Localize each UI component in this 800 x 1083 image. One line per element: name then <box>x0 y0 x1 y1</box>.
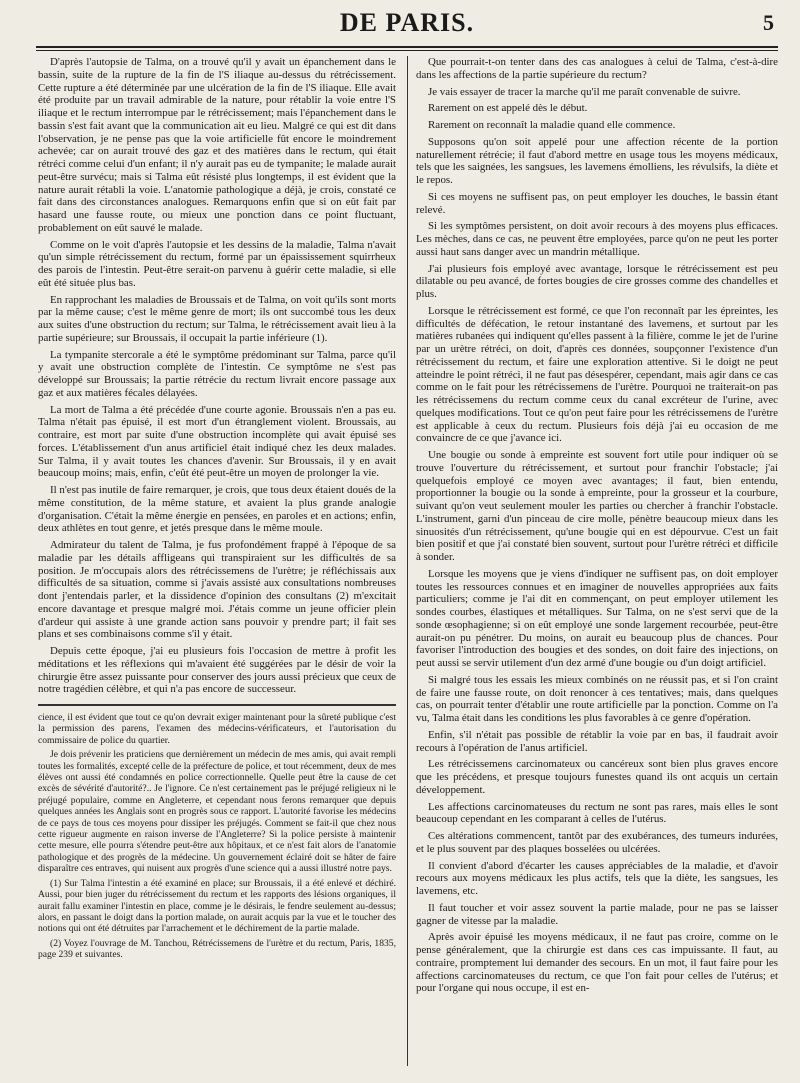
paragraph: Je vais essayer de tracer la marche qu'il me paraît convenable de suivre. <box>428 85 741 98</box>
paragraph: Que pourrait-t-on tenter dans des cas analogues à celui de Talma, c'est-à-dire dans les affections de la partie supérieure du rectum? <box>416 56 778 81</box>
column-divider <box>407 56 408 1066</box>
footnote: Je dois prévenir les praticiens que dernièrement un médecin de mes amis, qui avait rempli toutes les formalités, excepté celle de la préfecture de police, et tout récemment, deux de mes élèves ont aussi été condamnés en police correctionnelle. Quelle peut être la cause de cet excès de sévérité d'autorité?.. Je l'ignore. Ce n'est certainement pas le préjugé religieux ni le préjugé populaire, comme en Angleterre, et cependant nous ferons remarquer que depuis quelques années les Anglais sont en progrès sous ce rapport. L'autorité favorise les médecins de ce pays de tous ces moyens pour dissiper les préjugés. Comment se fait-il que chez nous cette rigueur augmente en raison inverse de l'Angleterre? Si la police persiste à maintenir cette mesure, elle pourra s'étendre peut-être aux hôpitaux, et ce n'est fait alors de l'anatomie pathologique et des progrès de la médecine. Un gouvernement éclairé doit se hâter de faire disparaître ces entraves, qui nuisent aux progrès d'une science qui a aussi illustré notre pays. <box>38 749 396 875</box>
paragraph: La mort de Talma a été précédée d'une courte agonie. Broussais n'en a pas eu. Talma n'était pas épuisé, il est mort d'un étranglement violent. Broussais, au contraire, est mort par suite d'une obstruction incomplète qui avait épuisé ses forces. L'établissement d'un anus artificiel était indiqué chez les deux malades. Sur Talma, il y avait toutes les chances d'avenir. Sur Broussais, il y en avait beaucoup moins; mais, enfin, c'eût été peut-être un moyen de prolonger la vie. <box>38 403 396 480</box>
paragraph: Si malgré tous les essais les mieux combinés on ne réussit pas, et si l'on craint de faire une fausse route, on doit renoncer à ces tentatives; mais, dans quelques cas, on pourrait tenter d'établir une route artificielle par la ponction. Comme on l'a vu, Talma était dans les conditions les plus favorables à ce genre d'opération. <box>416 673 778 724</box>
paragraph: Ces altérations commencent, tantôt par des exubérances, des tumeurs indurées, et le plus souvent par des plaques bosselées ou ulcérées. <box>416 830 778 855</box>
footnote-separator <box>38 704 396 706</box>
paragraph: Supposons qu'on soit appelé pour une affection récente de la portion naturellement rétrécie; il faut d'abord mettre en usage tous les moyens médicaux, tels que les saignées, les sangsues, les lavemens émolliens, les révulsifs, la diète et le repos. <box>416 135 778 186</box>
paragraph: D'après l'autopsie de Talma, on a trouvé qu'il y avait un épanchement dans le bassin, suite de la rupture de la fin de l'S iliaque au-dessus du rétrécissement. Cette rupture a été déterminée par une ulcération de la fin de l'S iliaque. Elle avait été produite par un travail admirable de la nature, pour rétablir la voie entre l'S iliaque et le rectum interrompue par le rétrécissement; mais l'épanchement dans le bassin s'est fait avant que la communication ait eu lieu. Malgré ce qui est dit dans l'observation, je ne pense pas que la voie artificielle fût encore le moindrement achevée; car on aurait trouvé des gaz et des matières dans le rectum, qui était rétréci comme celui d'un enfant; il n'y aurait pas eu de tympanite; le malade aurait peut-être survécu; mais si Talma eût résisté plus longtemps, il est évident que la nature aurait rétabli la voie. L'anatomie pathologique a déjà, je crois, constaté ce fait dans des circonstances analogues. Remarquons enfin que si on eût fait par hasard une fausse route, ou mieux une ponction dans ce point fluctuant, probablement on eût sauvé le malade. <box>38 56 396 234</box>
paragraph: Une bougie ou sonde à empreinte est souvent fort utile pour indiquer où se trouve l'ouverture du rétrécissement, et surtout pour franchir l'obstacle; j'ai quelquefois employé ce moyen avec avantages; il faut, bien entendu, proportionner la bougie ou la sonde à empreinte, pour la grosseur et la courbure, suivant qu'on veut seulement mouler les parties ou chercher à franchir l'obstacle. L'instrument, garni d'un pinceau de cire molle, pénètre beaucoup mieux dans les sinuosités d'un rétrécissement, qu'une bougie qui en est dépourvue. C'est un fait bien positif et que j'ai constaté bien souvent, surtout pour l'urètre rétréci et difficile à sonder. <box>416 449 778 563</box>
header-rule-thin <box>36 50 778 51</box>
footnote: (1) Sur Talma l'intestin a été examiné en place; sur Broussais, il a été enlevé et déchiré. Aussi, pour bien juger du rétrécissement du rectum et les rapports des lésions organiques, il aurait fallu examiner l'intestin en place, comme je le désirais, le fendre seulement au-dessus; alors, en passant le doigt dans la portion malade, on aurait acquis par la vue et le toucher des notions qui ont été détruites par l'arrachement et le déchirement de la partie malade. <box>38 877 396 935</box>
paragraph: J'ai plusieurs fois employé avec avantage, lorsque le rétrécissement est peu dilatable ou peu avancé, de fortes bougies de cire grosses comme des chandelles et plus. <box>416 262 778 300</box>
page-number: 5 <box>763 10 774 35</box>
paragraph: La tympanite stercorale a été le symptôme prédominant sur Talma, parce qu'il y avait une obstruction complète de l'intestin. Ce symptôme ne s'est pas développé sur Broussais; la partie rétrécie du rectum livrait encore passage aux gaz et aux matières fécales délayées. <box>38 348 396 399</box>
paragraph: En rapprochant les maladies de Broussais et de Talma, on voit qu'ils sont morts par la même cause; c'est le même genre de mort; ils ont succombé tous les deux aux suites d'une obstruction du rectum; sur Talma, le rétrécissement avait lieu à la partie supérieure; sur Broussais, il occupait la partie inférieure (1). <box>38 293 396 344</box>
paragraph: Comme on le voit d'après l'autopsie et les dessins de la maladie, Talma n'avait qu'un simple rétrécissement du rectum, formé par un épaississement squirrheux des parois de l'intestin. Peut-être serait-on parvenu à guérir cette maladie, si elle eût été située plus bas. <box>38 238 396 289</box>
paragraph: Lorsque les moyens que je viens d'indiquer ne suffisent pas, on doit employer toutes les ressources connues et en imaginer de nouvelles appropriées aux faits particuliers; comme je l'ai dit en commençant, on peut employer utilement les sondes courbes, élastiques et métalliques. Sur Talma, on ne s'est servi que de la sonde œsophagienne; si on eût employé une sonde largement recourbée, peut-être aurait-on pu pénétrer. Du moins, on aurait eu beaucoup plus de chances. Pour favoriser l'introduction des bougies et des sondes, on doit faire des injections, on peut aussi se servir utilement d'un dez armé d'une bougie ou d'un doigt artificiel. <box>416 567 778 669</box>
paragraph: Rarement on est appelé dès le début. <box>428 102 588 115</box>
left-column <box>38 56 396 1066</box>
footnote: (2) Voyez l'ouvrage de M. Tanchou, Rétrécissemens de l'urètre et du rectum, Paris, 1835, page 239 et suivantes. <box>38 937 396 961</box>
paragraph: Admirateur du talent de Talma, je fus profondément frappé à l'époque de sa maladie par les détails affligeans qui transpiraient sur les difficultés de sa position. Je m'occupais alors des rétrécissemens de l'urètre; je réfléchissais aux difficultés de sa situation, comme si j'avais assisté aux consultations nombreuses dont j'entendais parler, et la dissidence d'opinion des consultans (2) m'excitait encore davantage et presque malgré moi. J'étais comme un jeune officier plein d'ardeur qui assiste à une grande action sans pouvoir y prendre part; il fait ses plans et ses combinaisons comme s'il y était. <box>38 539 396 641</box>
footnote: cience, il est évident que tout ce qu'on devrait exiger maintenant pour la sûreté publique c'est la permission des parens, l'examen des médecins-vérificateurs, et l'autorisation du commissaire de police du quartier. <box>38 712 396 746</box>
paragraph: Après avoir épuisé les moyens médicaux, il ne faut pas croire, comme on le pense généralement, que la chirurgie est dans ces cas impuissante. Il faut, au contraire, promptement lui demander des secours. En un mot, il faut faire pour les affections carcinomateuses du rectum, ce que l'on fait pour celles de l'utérus; et pour l'organe qui nous occupe, il est en- <box>416 931 778 995</box>
paragraph: Si ces moyens ne suffisent pas, on peut employer les douches, le bassin étant relevé. <box>416 190 778 216</box>
paragraph: Lorsque le rétrécissement est formé, ce que l'on reconnaît par les épreintes, les difficultés de défécation, le retour instantané des lavemens, et surtout par les matières rubanées qui indiquent qu'elles passent à la filière, comme le jet de l'urine par un urètre rétréci, on doit, d'après ces données, soupçonner l'existence d'un rétrécissement du rectum, et faire une exploration attentive. Si le doigt ne peut atteindre le point rétréci, il ne faut pas désespérer, cependant, mais agir dans ce cas comme on le fait pour les rétrécissemens de l'urètre. Pourquoi ne traiterait-on pas les rétrécissemens du rectum comme ceux du canal excréteur de l'urine, avec quelques modifications. Tout ce qu'on peut faire pour les rétrécissemens de l'urètre est applicable à ceux du rectum. Plusieurs fois déjà j'ai eu occasion de me convaincre de ce que j'avance ici. <box>416 304 778 445</box>
right-column <box>416 56 778 1066</box>
paragraph: Depuis cette époque, j'ai eu plusieurs fois l'occasion de mettre à profit les méditations et les réflexions qui m'avaient été suggérées par le désir de voir la chirurgie être assez puissante pour conserver des jours aussi précieux que ceux de notre tragédien célèbre, et qui n'a pas encore de successeur. <box>38 645 396 696</box>
paragraph: Il faut toucher et voir assez souvent la partie malade, pour ne pas se laisser gagner de vitesse par la maladie. <box>416 901 778 927</box>
paragraph: Rarement on reconnaît la maladie quand elle commence. <box>428 119 676 131</box>
paragraph: Les affections carcinomateuses du rectum ne sont pas rares, mais elles le sont beaucoup cependant en les comparant à celles de l'utérus. <box>416 800 778 826</box>
running-title: DE PARIS. <box>339 8 475 37</box>
footnotes <box>38 712 396 961</box>
paragraph: Il convient d'abord d'écarter les causes appréciables de la maladie, et d'avoir recours aux moyens médicaux les plus actifs, tels que la diète, les sangsues, les lavemens, etc. <box>416 859 778 897</box>
paragraph: Il n'est pas inutile de faire remarquer, je crois, que tous deux étaient doués de la même constitution, de la même stature, et avaient la plus grande analogie d'organisation. C'était la même énergie en pensées, en paroles et en actions; enfin, deux athlètes en tout genre, et jetés presque dans le même moule. <box>38 484 396 535</box>
paragraph: Les rétrécissemens carcinomateux ou cancéreux sont bien plus graves encore que les précédens, et presque toujours funestes quand ils ont acquis un certain développement. <box>416 758 778 796</box>
paragraph: Si les symptômes persistent, on doit avoir recours à des moyens plus efficaces. Les mèches, dans ce cas, ne peuvent être employées, parce qu'on ne peut les porter aussi haut sans danger avec un mandrin métallique. <box>416 220 778 258</box>
header-rule <box>36 46 778 48</box>
paragraph: Enfin, s'il n'était pas possible de rétablir la voie par en bas, il faudrait avoir recours à l'opération de l'anus artificiel. <box>416 728 778 754</box>
page-header <box>36 8 778 48</box>
